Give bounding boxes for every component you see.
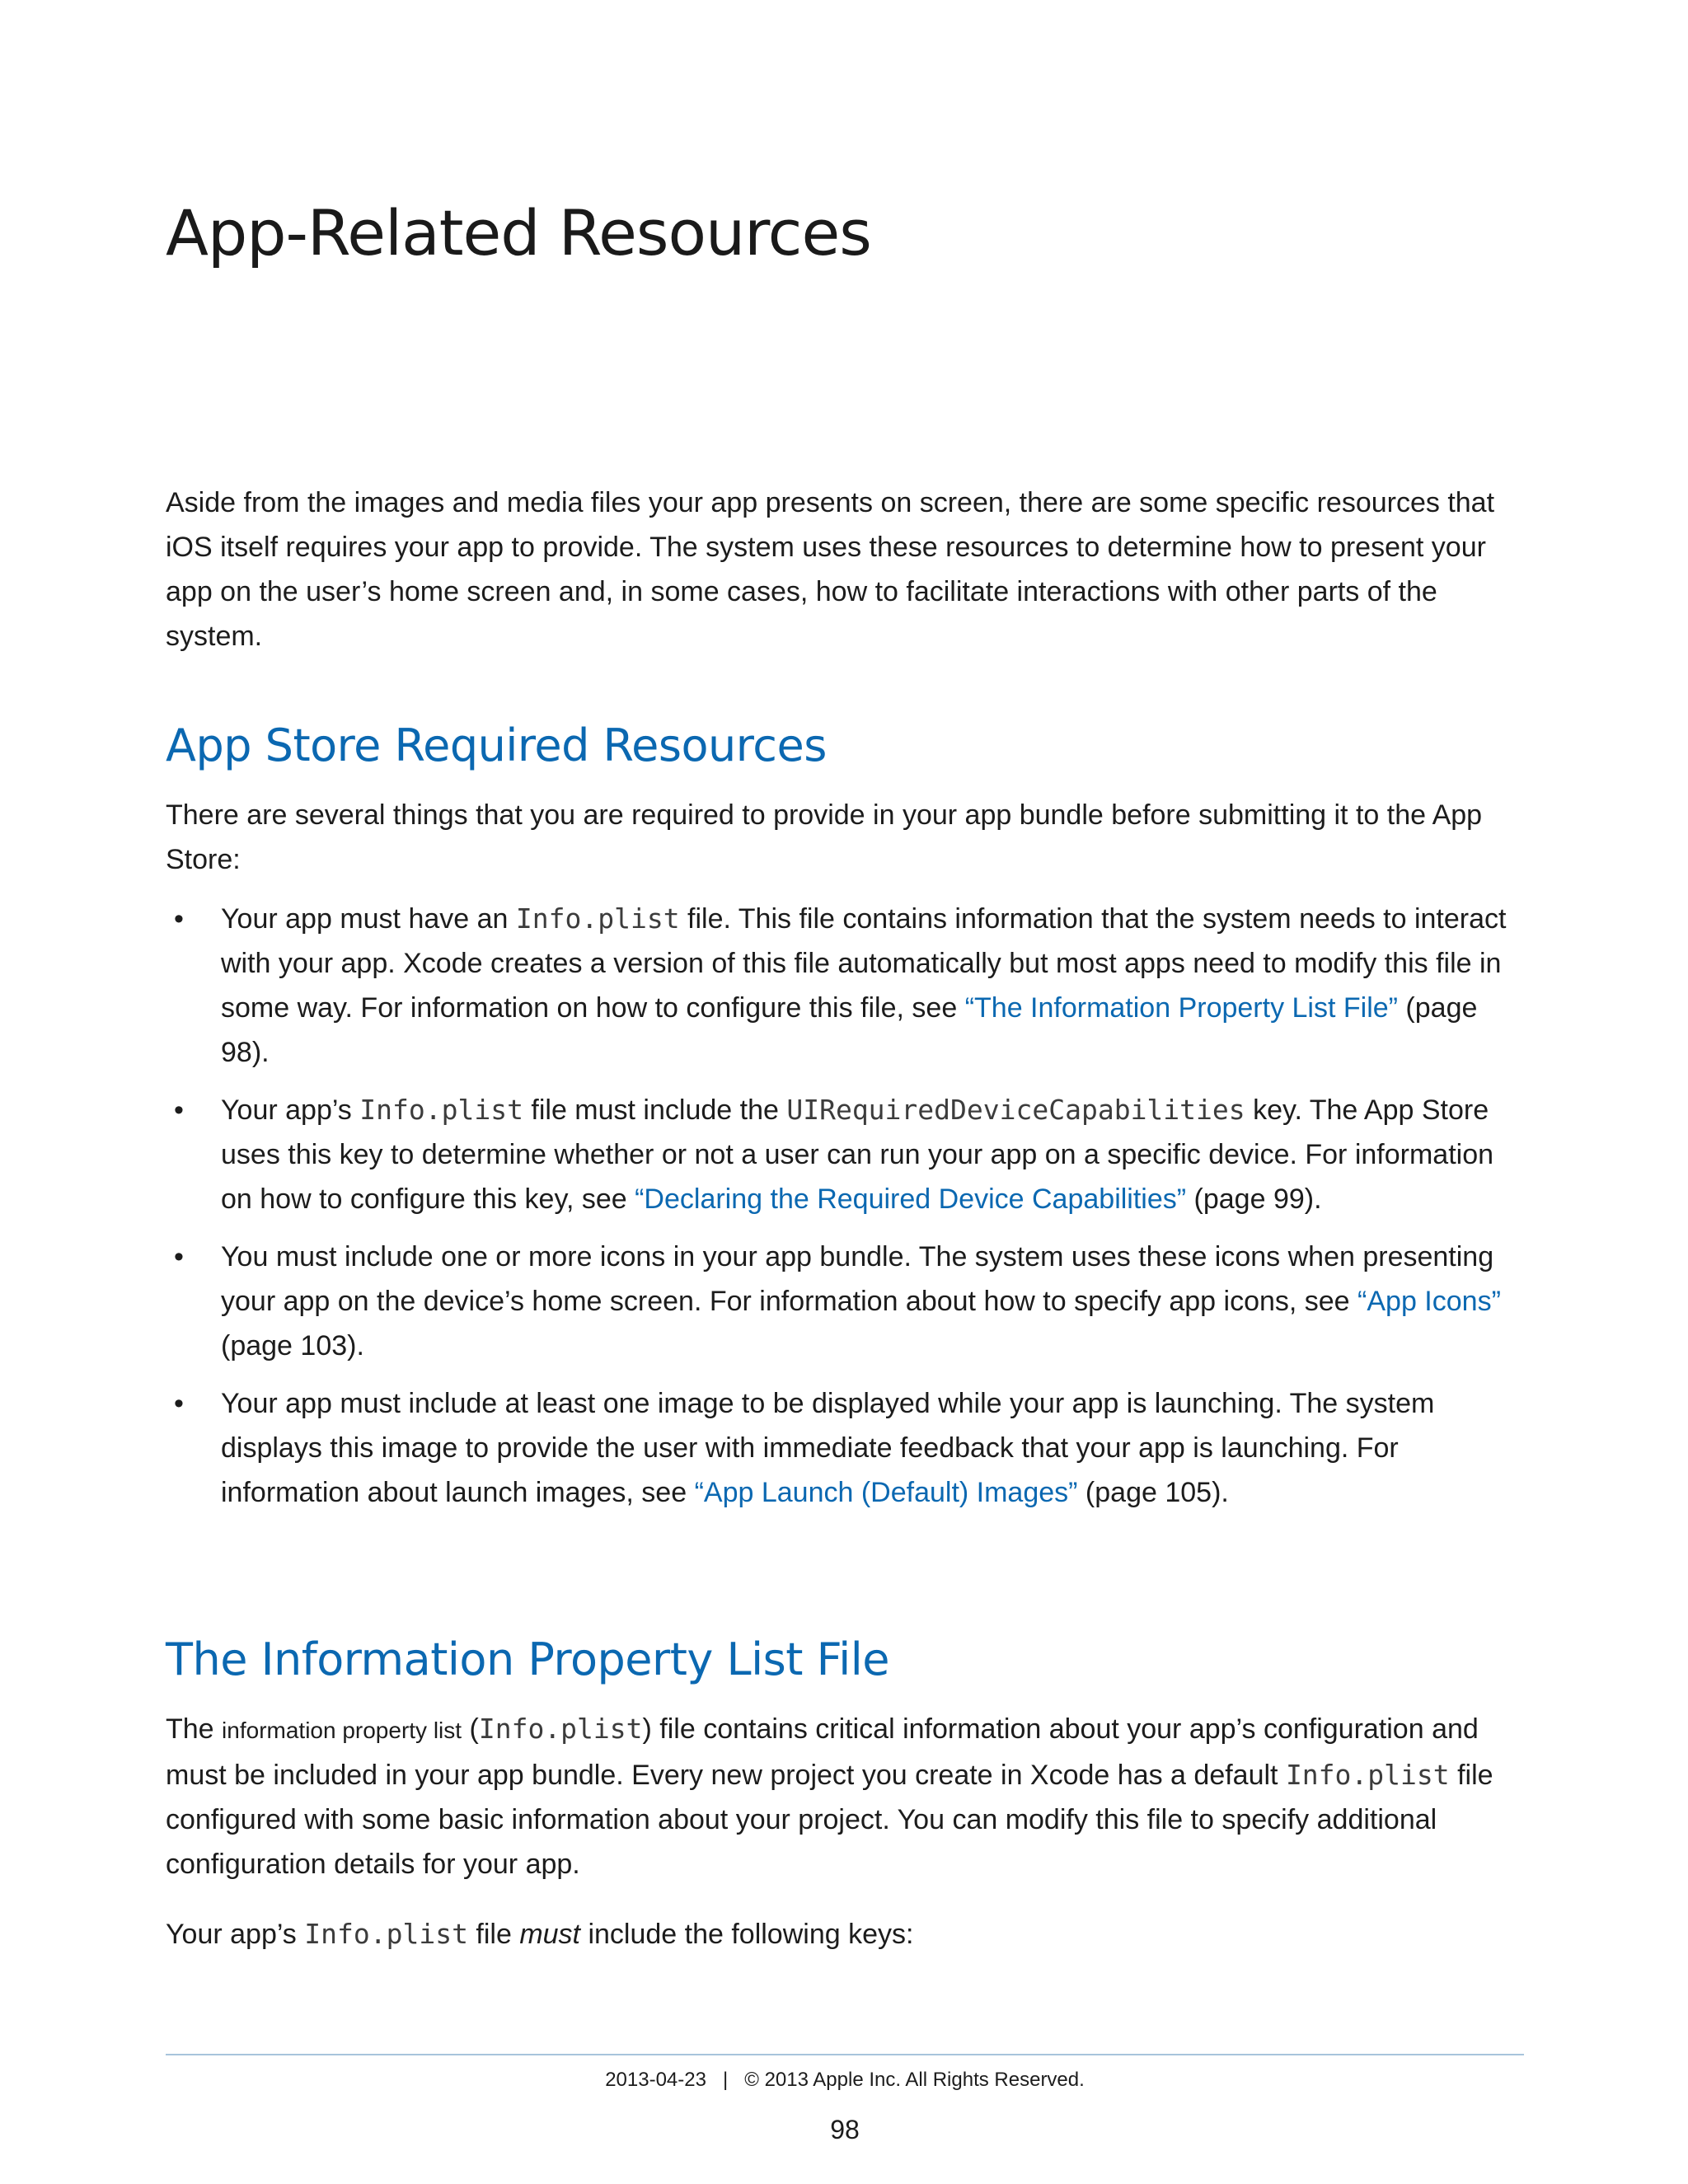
list-item xyxy=(166,1235,1524,1368)
section-heading-app-store: App Store Required Resources xyxy=(166,719,827,771)
text-run: (page 105). xyxy=(1077,1477,1229,1508)
text-run: Your app’s xyxy=(221,1094,360,1126)
glossary-term: information property list xyxy=(222,1718,462,1743)
cross-reference-link[interactable]: “Declaring the Required Device Capabilities” xyxy=(635,1183,1187,1215)
code-term: UIRequiredDeviceCapabilities xyxy=(786,1094,1245,1126)
text-run: (page 103). xyxy=(221,1330,364,1361)
list-item xyxy=(166,897,1524,1075)
text-run: The xyxy=(166,1713,223,1745)
text-run: ) file contains critical information about your app’s configuration and must be included in your app bundle. Every new project you create in Xcode has a default xyxy=(166,1713,1479,1791)
text-run: Your app’s xyxy=(166,1919,305,1950)
text-run: file configured with some basic information about your project. You can modify this file to specify additional configuration details for your app. xyxy=(166,1760,1493,1880)
footer-divider xyxy=(166,2054,1524,2055)
text-run: Your app must include at least one image to be displayed while your app is launching. The system displays this image to provide the user with immediate feedback that your app is launching. For information about launch images, see xyxy=(221,1388,1435,1508)
code-term: Info.plist xyxy=(1285,1759,1450,1791)
list-item xyxy=(166,1381,1524,1515)
list-item xyxy=(166,1088,1524,1221)
chapter-title: App-Related Resources xyxy=(166,196,871,269)
page-number: 98 xyxy=(830,2115,860,2144)
info-plist-paragraph xyxy=(166,1707,1524,1886)
text-run: (page 98). xyxy=(221,992,1478,1068)
emphasis-text: must xyxy=(519,1919,580,1950)
bullet-icon: • xyxy=(174,1094,184,1126)
text-run: file. This file contains information that the system needs to interact with your app. Xcode creates a version of this file automatically but most apps need to modify this file in some way. For information on how to configure this file, see xyxy=(221,903,1507,1024)
code-term: Info.plist xyxy=(304,1918,468,1950)
footer-copyright: 2013-04-23 | © 2013 Apple Inc. All Rights Reserved. xyxy=(605,2069,1085,2091)
code-term: Info.plist xyxy=(515,902,680,935)
cross-reference-link[interactable]: “The Information Property List File” xyxy=(964,992,1398,1024)
intro-paragraph: Aside from the images and media files your app presents on screen, there are some specific resources that iOS itself requires your app to provide. The system uses these resources to determine how to present your app on the user’s home screen and, in some cases, how to facilitate interactions with other parts of the system. xyxy=(166,487,1495,652)
code-term: Info.plist xyxy=(359,1094,523,1126)
text-run: (page 99). xyxy=(1186,1183,1322,1215)
required-keys-paragraph xyxy=(166,1912,1524,1957)
app-store-lead-paragraph: There are several things that you are required to provide in your app bundle before submitting it to the App Store: xyxy=(166,799,1483,875)
text-run: file xyxy=(467,1919,520,1950)
section-heading-info-plist: The Information Property List File xyxy=(166,1633,889,1685)
text-run: You must include one or more icons in your app bundle. The system uses these icons when presenting your app on the device’s home screen. For information about how to specify app icons, see xyxy=(221,1241,1494,1317)
text-run: Your app must have an xyxy=(221,903,516,935)
requirements-list xyxy=(166,897,1524,1528)
code-term: Info.plist xyxy=(478,1713,643,1745)
text-run: key. The App Store uses this key to determine whether or not a user can run your app on a specific device. For information on how to configure this key, see xyxy=(221,1094,1494,1215)
bullet-icon: • xyxy=(174,903,184,935)
text-run: file must include the xyxy=(523,1094,787,1126)
text-run: ( xyxy=(462,1713,479,1745)
cross-reference-link[interactable]: “App Icons” xyxy=(1357,1286,1501,1317)
cross-reference-link[interactable]: “App Launch (Default) Images” xyxy=(694,1477,1078,1508)
text-run: include the following keys: xyxy=(580,1919,914,1950)
bullet-icon: • xyxy=(174,1388,184,1419)
bullet-icon: • xyxy=(174,1241,184,1272)
